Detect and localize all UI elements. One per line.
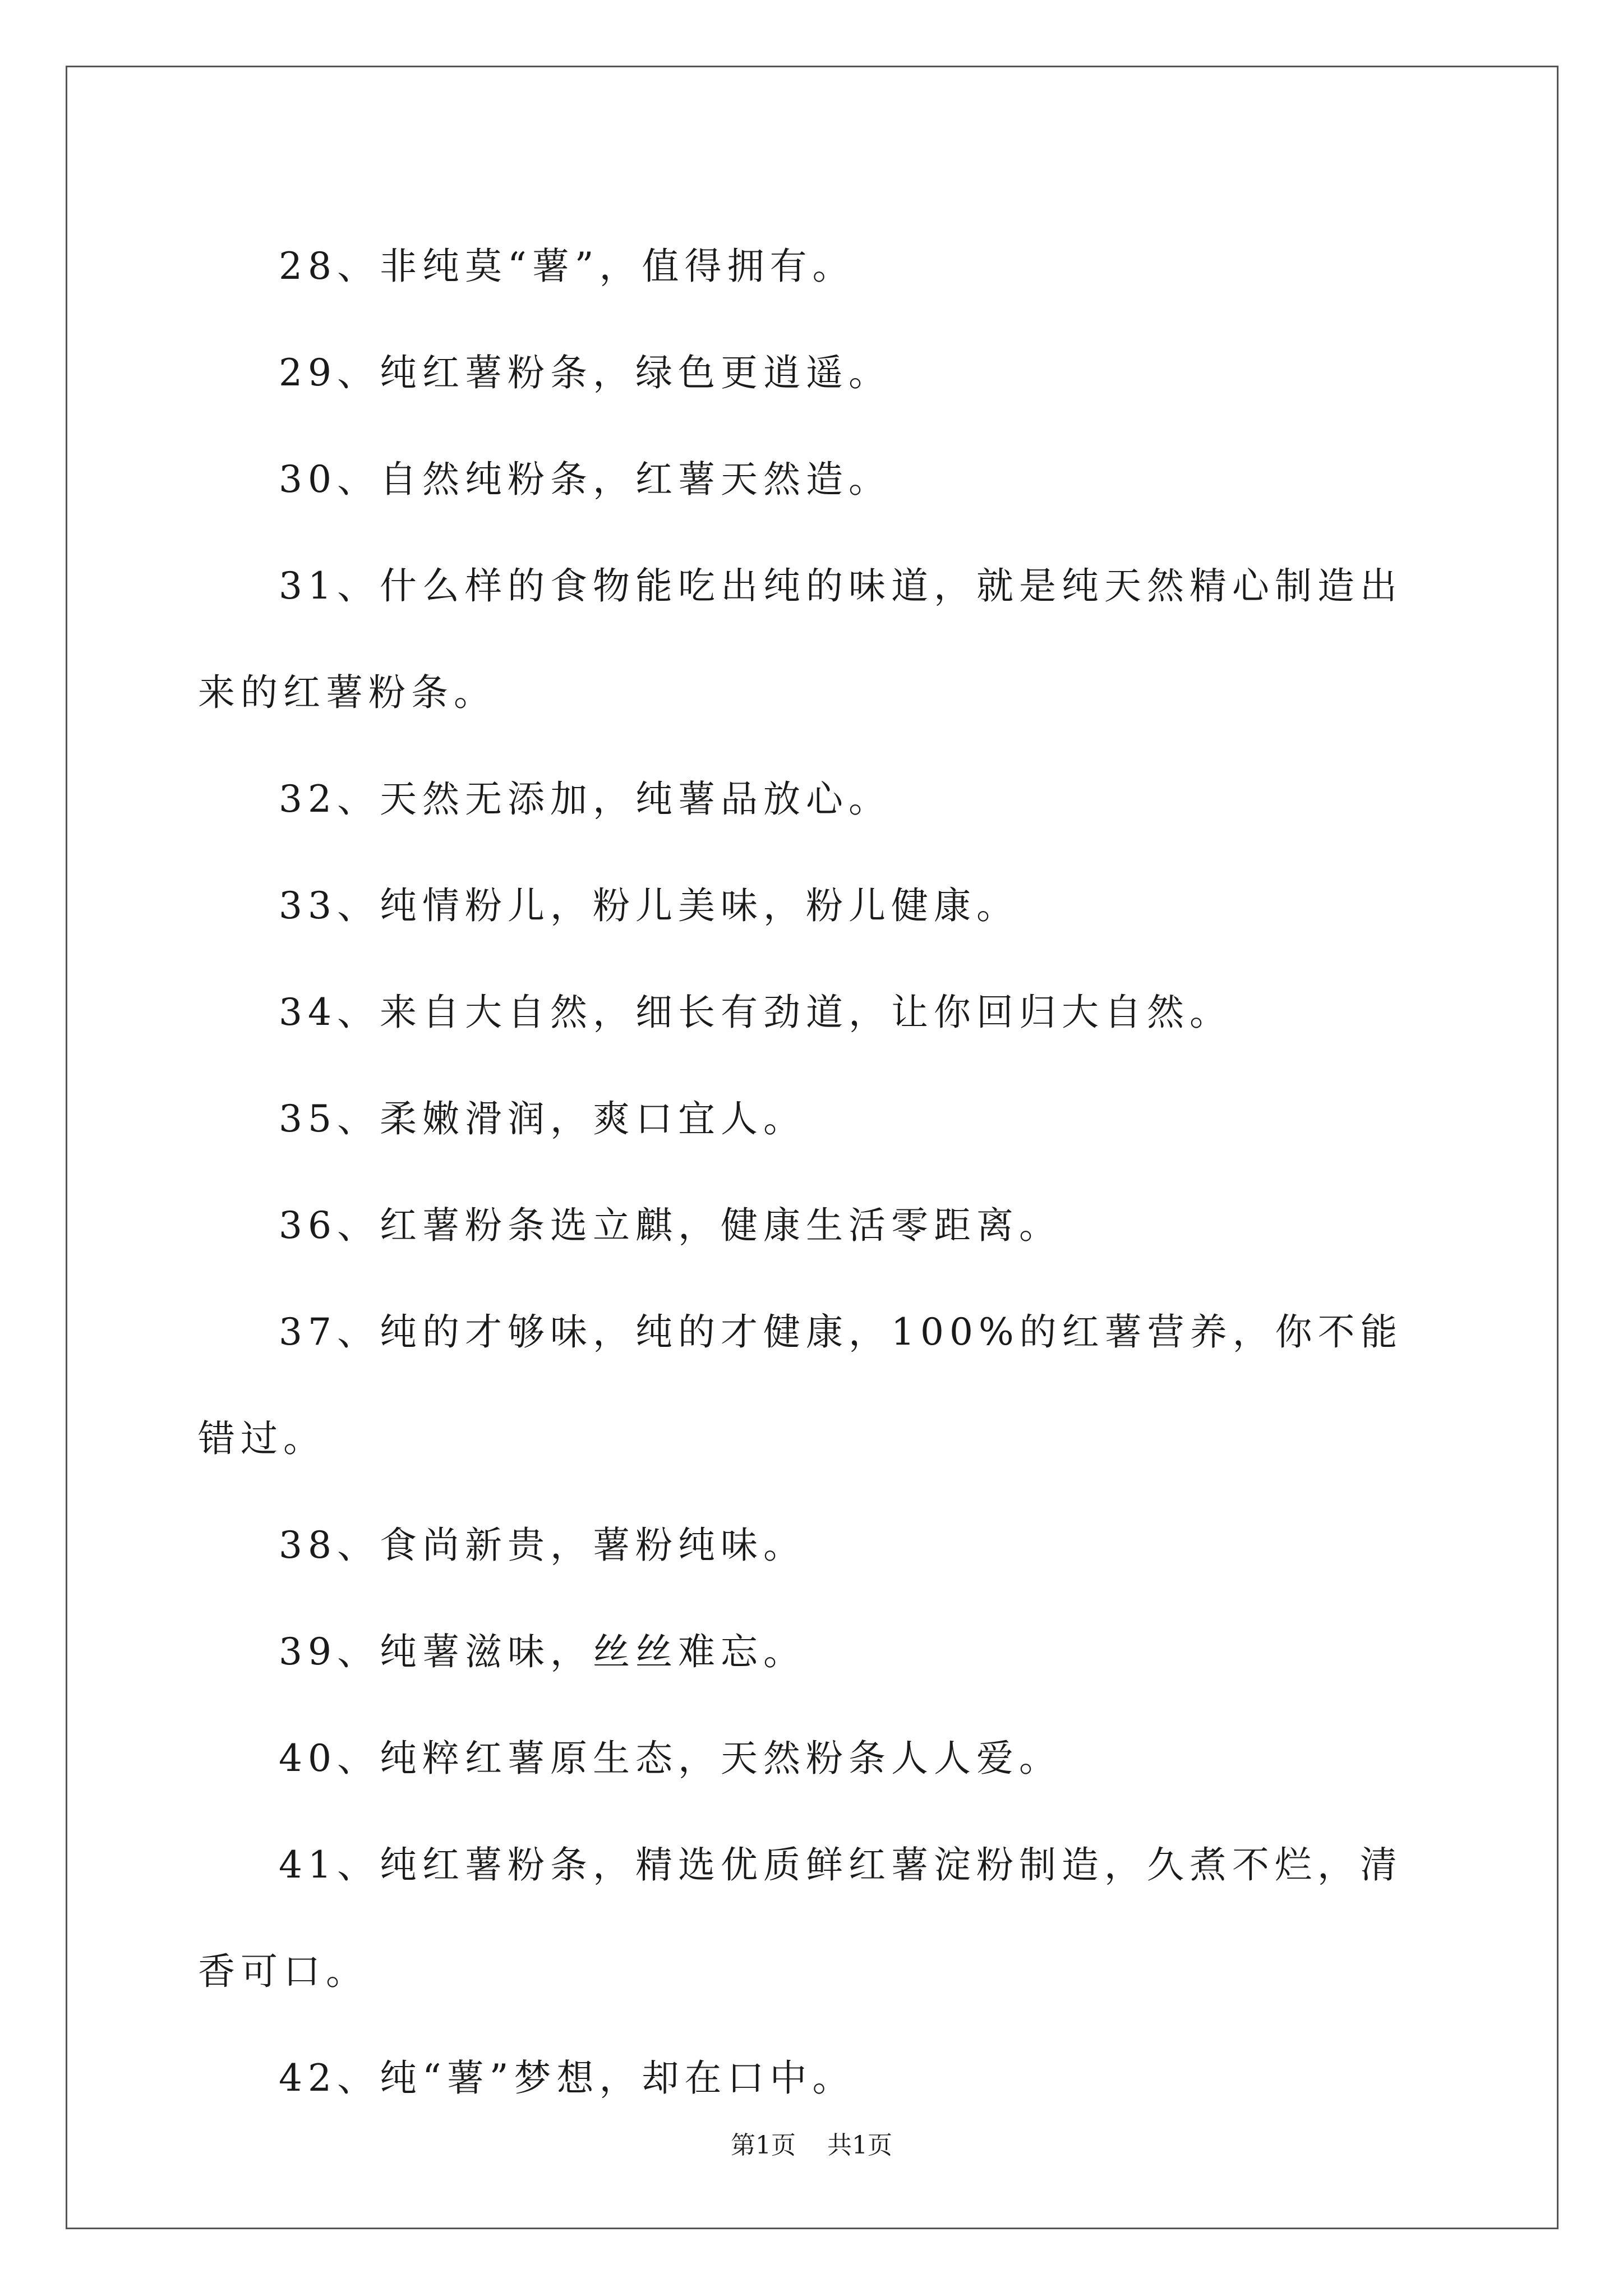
slogan-29: 29、纯红薯粉条，绿色更逍遥。	[279, 351, 891, 394]
slogan-40: 40、纯粹红薯原生态，天然粉条人人爱。	[279, 1737, 1062, 1780]
slogan-39: 39、纯薯滋味，丝丝难忘。	[279, 1630, 806, 1673]
document-body	[198, 213, 1437, 2132]
slogan-36: 36、红薯粉条选立麒，健康生活零距离。	[279, 1204, 1062, 1247]
page-number-total: 共1页	[827, 2131, 892, 2160]
slogan-33: 33、纯情粉儿，粉儿美味，粉儿健康。	[279, 884, 1019, 927]
slogan-32: 32、天然无添加，纯薯品放心。	[279, 777, 891, 821]
slogan-34: 34、来自大自然，细长有劲道，让你回归大自然。	[279, 991, 1232, 1034]
slogan-41: 41、纯红薯粉条，精选优质鲜红薯淀粉制造，久煮不烂，清香可口。	[198, 1843, 1403, 1993]
slogan-35: 35、柔嫩滑润，爽口宜人。	[279, 1097, 806, 1140]
page-footer	[0, 2125, 1623, 2161]
slogan-30: 30、自然纯粉条，红薯天然造。	[279, 458, 891, 501]
slogan-37: 37、纯的才够味，纯的才健康，100%的红薯营养，你不能错过。	[198, 1310, 1403, 1460]
page-number-current: 第1页	[731, 2131, 796, 2160]
slogan-38: 38、食尚新贵，薯粉纯味。	[279, 1524, 806, 1567]
slogan-28: 28、非纯莫“薯”，值得拥有。	[279, 245, 855, 288]
slogan-42: 42、纯“薯”梦想，却在口中。	[279, 2056, 855, 2100]
slogan-31: 31、什么样的食物能吃出纯的味道，就是纯天然精心制造出来的红薯粉条。	[198, 564, 1403, 714]
